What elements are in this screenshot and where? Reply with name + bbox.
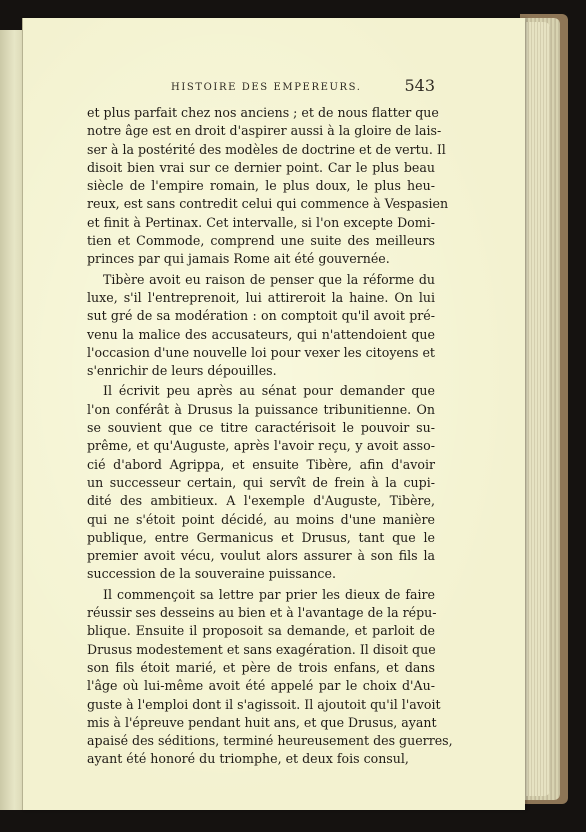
text-line: réussir ses desseins au bien et à l'avantage de la répu- (87, 605, 437, 621)
text-line: Il commençoit sa lettre par prier les dieux de faire (103, 586, 435, 602)
text-line: son fils étoit marié, et père de trois enfans, et dans (87, 659, 435, 675)
text-line: l'âge où lui-même avoit été appelé par le choix d'Au- (87, 678, 435, 694)
text-line: qui ne s'étoit point décidé, au moins d'une manière (87, 511, 435, 527)
text-line: ser à la postérité des modèles de doctrine et de vertu. Il (87, 141, 446, 157)
text-line: apaisé des séditions, terminé heureusement des guerres, (87, 733, 453, 749)
running-head: HISTOIRE DES EMPEREURS. (171, 82, 362, 93)
text-line: succession de la souveraine puissance. (87, 566, 336, 582)
body-text (87, 104, 453, 769)
text-line: Tibère avoit eu raison de penser que la réforme du (103, 271, 435, 287)
text-line: premier avoit vécu, voulut alors assurer à son fils la (87, 548, 435, 564)
text-line: siècle de l'empire romain, le plus doux, le plus heu- (87, 178, 435, 194)
text-line: et finit à Pertinax. Cet intervalle, si l'on excepte Domi- (87, 214, 435, 230)
text-line: venu la malice des accusateurs, qui n'attendoient que (87, 326, 435, 342)
text-line: tien et Commode, comprend une suite des meilleurs (87, 233, 435, 249)
text-line: luxe, s'il l'entreprenoit, lui attireroit la haine. On lui (87, 289, 435, 305)
page-number: 543 (404, 76, 435, 95)
text-line: princes par qui jamais Rome ait été gouvernée. (87, 251, 390, 267)
paragraph (87, 382, 435, 583)
text-line: Il écrivit peu après au sénat pour demander que (103, 383, 435, 399)
text-line: prême, et qu'Auguste, après l'avoir reçu, y avoit asso- (87, 438, 435, 454)
paragraph (87, 271, 435, 381)
text-line: blique. Ensuite il proposoit sa demande, et parloit de (87, 623, 435, 639)
text-line: disoit bien vrai sur ce dernier point. Car le plus beau (87, 159, 435, 175)
text-line: dité des ambitieux. A l'exemple d'Auguste, Tibère, (87, 493, 435, 509)
text-line: s'enrichir de leurs dépouilles. (87, 363, 277, 379)
text-line: l'occasion d'une nouvelle loi pour vexer les citoyens et (87, 344, 435, 360)
text-line: reux, est sans contredit celui qui commence à Vespasien (87, 196, 449, 212)
text-line: cié d'abord Agrippa, et ensuite Tibère, afin d'avoir (87, 456, 435, 472)
text-line: notre âge est en droit d'aspirer aussi à la gloire de lais- (87, 123, 442, 139)
text-line: ayant été honoré du triomphe, et deux fois consul, (87, 751, 409, 767)
text-line: un successeur certain, qui servît de frein à la cupi- (87, 474, 435, 490)
text-line: guste à l'emploi dont il s'agissoit. Il ajoutoit qu'il l'avoit (87, 696, 441, 712)
text-line: sut gré de sa modération : on comptoit qu'il avoit pré- (87, 308, 435, 324)
paragraph (87, 104, 449, 269)
text-line: publique, entre Germanicus et Drusus, tant que le (87, 529, 435, 545)
text-line: Drusus modestement et sans exagération. Il disoit que (87, 641, 436, 657)
text-line: et plus parfait chez nos anciens ; et de nous flatter que (87, 105, 439, 120)
book-page (22, 18, 525, 810)
text-line: mis à l'épreuve pendant huit ans, et que Drusus, ayant (87, 714, 437, 730)
text-line: se souvient que ce titre caractérisoit le pouvoir su- (87, 420, 435, 436)
paragraph (87, 586, 453, 769)
text-line: l'on conférât à Drusus la puissance tribunitienne. On (87, 401, 435, 417)
page-header (171, 64, 439, 96)
